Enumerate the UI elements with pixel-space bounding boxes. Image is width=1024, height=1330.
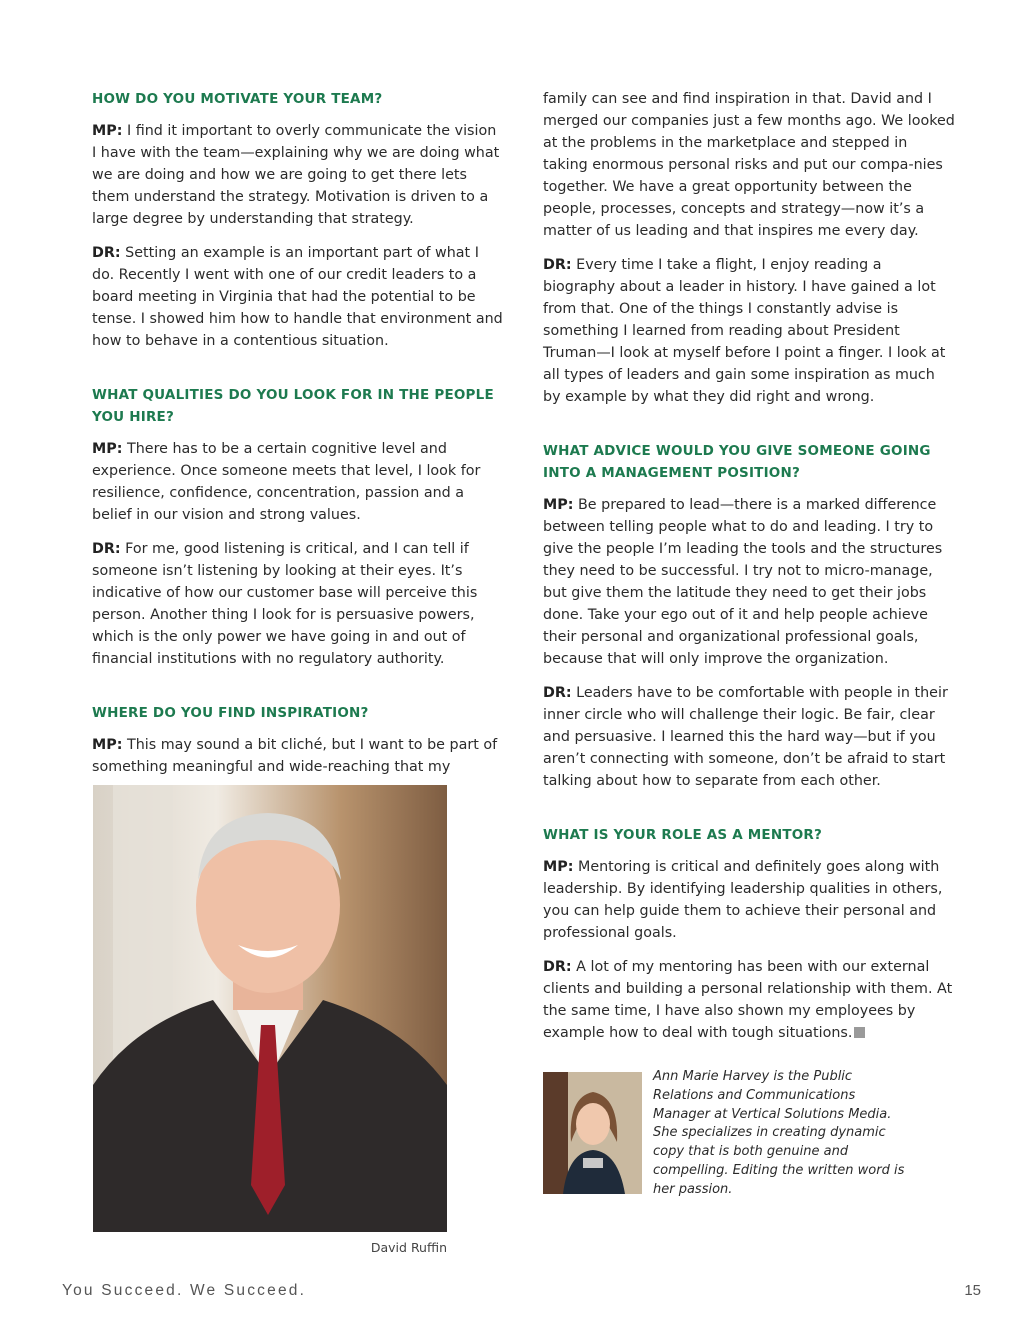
speaker-label: DR: <box>543 959 572 975</box>
author-photo <box>543 1072 642 1194</box>
end-mark-icon <box>854 1027 865 1038</box>
speaker-label: MP: <box>92 123 123 139</box>
answer-paragraph: DR: A lot of my mentoring has been with our external clients and building a personal relationship with them. At the same time, I have also shown my employees by example how to deal with tough situations. <box>543 959 953 1041</box>
speaker-label: MP: <box>543 497 574 513</box>
answer-paragraph: DR: Setting an example is an important part of what I do. Recently I went with one of our credit leaders to a board meeting in Virginia that had the potential to be tense. I showed him how to handle that environment and how to behave in a contentious situation. <box>92 245 503 349</box>
speaker-label: DR: <box>92 245 121 261</box>
speaker-label: DR: <box>543 685 572 701</box>
footer-tagline: You Succeed. We Succeed. <box>62 1282 307 1299</box>
question-heading: WHAT IS YOUR ROLE AS A MENTOR? <box>543 827 823 843</box>
portrait-photo-david-ruffin <box>93 785 447 1232</box>
speaker-label: MP: <box>92 737 123 753</box>
question-heading: HOW DO YOU MOTIVATE YOUR TEAM? <box>92 91 383 107</box>
answer-paragraph: MP: Mentoring is critical and definitely goes along with leadership. By identifying leadership qualities in others, you can help guide them to achieve their personal and professional goals. <box>543 859 943 941</box>
left-column <box>92 88 504 790</box>
answer-paragraph: MP: I find it important to overly communicate the vision I have with the team—explaining why we are doing what we are doing and how we are going to get there lets them understand the strategy. Motivation is driven to a large degree by understanding that strategy. <box>92 123 500 227</box>
right-column <box>543 88 955 1056</box>
question-heading: WHAT QUALITIES DO YOU LOOK FOR IN THE PEOPLE YOU HIRE? <box>92 387 494 425</box>
answer-paragraph-continued: family can see and find inspiration in that. David and I merged our companies just a few months ago. We looked at the problems in the marketplace and stepped in taking enormous personal risks and put our compa-nies together. We have a great opportunity between the people, processes, concepts and strategy—now it’s a matter of us leading and that inspires me every day. <box>543 91 955 239</box>
answer-paragraph: MP: There has to be a certain cognitive level and experience. Once someone meets that level, I look for resilience, confidence, concentration, passion and a belief in our vision and strong values. <box>92 441 481 523</box>
answer-paragraph: DR: Every time I take a flight, I enjoy reading a biography about a leader in history. I have gained a lot from that. One of the things I constantly advise is something I learned from reading about President Truman—I look at myself before I point a finger. I look at all types of leaders and gain some inspiration as much by example by what they did right and wrong. <box>543 257 946 405</box>
page-number: 15 <box>964 1282 981 1299</box>
answer-paragraph: DR: Leaders have to be comfortable with people in their inner circle who will challenge their logic. Be fair, clear and persuasive. I learned this the hard way—but if you aren’t connecting with someone, don’t be afraid to start talking about how to separate from each other. <box>543 685 948 789</box>
speaker-label: MP: <box>92 441 123 457</box>
question-heading: WHAT ADVICE WOULD YOU GIVE SOMEONE GOING INTO A MANAGEMENT POSITION? <box>543 443 931 481</box>
speaker-label: MP: <box>543 859 574 875</box>
speaker-label: DR: <box>543 257 572 273</box>
speaker-label: DR: <box>92 541 121 557</box>
question-heading: WHERE DO YOU FIND INSPIRATION? <box>92 705 369 721</box>
photo-caption: David Ruffin <box>370 1240 447 1255</box>
answer-paragraph: MP: This may sound a bit cliché, but I want to be part of something meaningful and wide-reaching that my <box>92 737 498 775</box>
answer-paragraph: DR: For me, good listening is critical, and I can tell if someone isn’t listening by looking at their eyes. It’s indicative of how our customer base will perceive this person. Another thing I look for is persuasive powers, which is the only power we have going in and out of financial institutions with no regulatory authority. <box>92 541 478 667</box>
author-bio: Ann Marie Harvey is the Public Relations and Communications Manager at Vertical Solutions Media. She specializes in creating dynamic copy that is both genuine and compelling. Editing the written word is her passion. <box>653 1069 905 1197</box>
answer-paragraph: MP: Be prepared to lead—there is a marked difference between telling people what to do and leading. I try to give the people I’m leading the tools and the structures they need to be successful. I try not to micro-manage, but give them the latitude they need to get their jobs done. Take your ego out of it and help people achieve their personal and organizational professional goals, because that will only improve the organization. <box>543 497 943 667</box>
